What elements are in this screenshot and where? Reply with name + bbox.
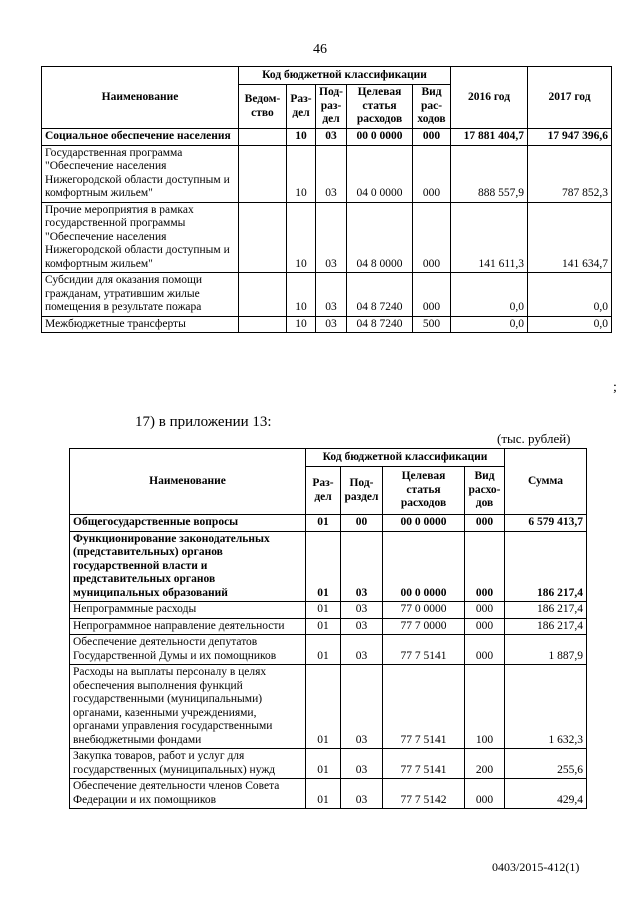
cell-value-2017: 0,0 [528,316,612,333]
cell-type: 200 [465,749,505,779]
cell-type: 000 [413,129,451,146]
cell-name: Непрограммные расходы [70,602,306,619]
header-code-group: Код бюджетной классификации [239,67,451,85]
header-subsection: Под-раздел [341,467,383,515]
cell-target: 77 7 0000 [383,618,465,635]
header-type: Вид рас-ходов [413,85,451,129]
cell-value-2017: 141 634,7 [528,202,612,273]
cell-target: 77 7 5141 [383,665,465,749]
cell-section: 01 [306,602,341,619]
cell-type: 000 [465,779,505,809]
cell-sum: 1 632,3 [505,665,587,749]
cell-section: 01 [306,515,341,532]
table-row [70,602,587,619]
header-subsection: Под-раз-дел [316,85,347,129]
cell-subsection: 03 [341,779,383,809]
header-target: Целевая статья расходов [347,85,413,129]
table-row [70,779,587,809]
cell-value-2016: 17 881 404,7 [451,129,528,146]
header-sum: Сумма [505,449,587,515]
header-name: Наименование [42,67,239,129]
cell-sum: 1 887,9 [505,635,587,665]
table-row [70,531,587,602]
header-dept: Ведом-ство [239,85,287,129]
table-row [42,202,612,273]
cell-type: 500 [413,316,451,333]
cell-section: 01 [306,779,341,809]
cell-type: 000 [465,618,505,635]
cell-type: 000 [413,273,451,317]
cell-type: 000 [465,531,505,602]
cell-section: 01 [306,635,341,665]
cell-section: 10 [287,273,316,317]
cell-subsection: 03 [316,145,347,202]
cell-dept [239,145,287,202]
cell-dept [239,129,287,146]
cell-type: 000 [465,602,505,619]
cell-subsection: 03 [341,749,383,779]
table-row [42,145,612,202]
header-section: Раз-дел [287,85,316,129]
cell-target: 04 0 0000 [347,145,413,202]
cell-type: 000 [413,145,451,202]
cell-value-2017: 17 947 396,6 [528,129,612,146]
table-row [70,635,587,665]
section-title: 17) в приложении 13: [135,414,272,430]
cell-target: 77 7 5141 [383,749,465,779]
cell-name: Субсидии для оказания помощи гражданам, утратившим жилые помещения в результате пожара [42,273,239,317]
budget-table-appendix-13 [69,448,587,809]
table-row [42,129,612,146]
table-row [70,749,587,779]
cell-value-2016: 0,0 [451,273,528,317]
cell-value-2016: 141 611,3 [451,202,528,273]
header-type: Вид расхо-дов [465,467,505,515]
cell-name: Социальное обеспечение населения [42,129,239,146]
cell-name: Общегосударственные вопросы [70,515,306,532]
cell-subsection: 03 [341,618,383,635]
cell-target: 04 8 0000 [347,202,413,273]
cell-sum: 186 217,4 [505,618,587,635]
cell-section: 01 [306,618,341,635]
cell-sum: 186 217,4 [505,531,587,602]
cell-sum: 186 217,4 [505,602,587,619]
cell-name: Непрограммное направление деятельности [70,618,306,635]
cell-name: Расходы на выплаты персоналу в целях обеспечения выполнения функций государственными (муниципальными) органами, казенными учреждениями, органами управления государственными внебюджетными фондами [70,665,306,749]
cell-subsection: 03 [341,602,383,619]
cell-dept [239,273,287,317]
cell-target: 04 8 7240 [347,273,413,317]
cell-target: 00 0 0000 [347,129,413,146]
cell-type: 000 [413,202,451,273]
cell-subsection: 03 [341,531,383,602]
cell-section: 10 [287,129,316,146]
cell-dept [239,202,287,273]
table-row [42,316,612,333]
cell-name: Обеспечение деятельности депутатов Государственной Думы и их помощников [70,635,306,665]
header-name: Наименование [70,449,306,515]
header-target: Целевая статья расходов [383,467,465,515]
cell-value-2017: 787 852,3 [528,145,612,202]
cell-subsection: 00 [341,515,383,532]
page-number: 46 [313,42,327,57]
cell-target: 00 0 0000 [383,515,465,532]
trailing-semicolon: ; [613,380,617,395]
cell-section: 10 [287,316,316,333]
cell-dept [239,316,287,333]
table-row [70,515,587,532]
header-year-2016: 2016 год [451,67,528,129]
cell-section: 10 [287,145,316,202]
cell-sum: 255,6 [505,749,587,779]
cell-name: Прочие мероприятия в рамках государственной программы "Обеспечение населения Нижегородской области доступным и комфортным жильем" [42,202,239,273]
table-row [70,665,587,749]
cell-value-2016: 888 557,9 [451,145,528,202]
cell-name: Закупка товаров, работ и услуг для государственных (муниципальных) нужд [70,749,306,779]
cell-section: 01 [306,531,341,602]
cell-value-2017: 0,0 [528,273,612,317]
table-row [70,618,587,635]
cell-name: Обеспечение деятельности членов Совета Федерации и их помощников [70,779,306,809]
header-section: Раз-дел [306,467,341,515]
cell-name: Функционирование законодательных (представительных) органов государственной власти и представительных органов муниципальных образований [70,531,306,602]
cell-sum: 429,4 [505,779,587,809]
cell-type: 100 [465,665,505,749]
cell-subsection: 03 [316,202,347,273]
cell-type: 000 [465,635,505,665]
cell-name: Государственная программа "Обеспечение населения Нижегородской области доступным и комфортным жильем" [42,145,239,202]
cell-section: 01 [306,665,341,749]
cell-target: 77 0 0000 [383,602,465,619]
table-row [42,273,612,317]
cell-target: 77 7 5142 [383,779,465,809]
cell-sum: 6 579 413,7 [505,515,587,532]
header-code-group: Код бюджетной классификации [306,449,505,467]
cell-target: 00 0 0000 [383,531,465,602]
document-code: 0403/2015-412(1) [492,860,580,874]
cell-value-2016: 0,0 [451,316,528,333]
cell-type: 000 [465,515,505,532]
unit-note: (тыс. рублей) [497,431,571,446]
cell-subsection: 03 [316,129,347,146]
cell-section: 01 [306,749,341,779]
budget-table-appendix [41,66,612,333]
cell-subsection: 03 [316,273,347,317]
cell-name: Межбюджетные трансферты [42,316,239,333]
cell-section: 10 [287,202,316,273]
cell-target: 04 8 7240 [347,316,413,333]
header-year-2017: 2017 год [528,67,612,129]
cell-subsection: 03 [316,316,347,333]
cell-target: 77 7 5141 [383,635,465,665]
cell-subsection: 03 [341,635,383,665]
cell-subsection: 03 [341,665,383,749]
